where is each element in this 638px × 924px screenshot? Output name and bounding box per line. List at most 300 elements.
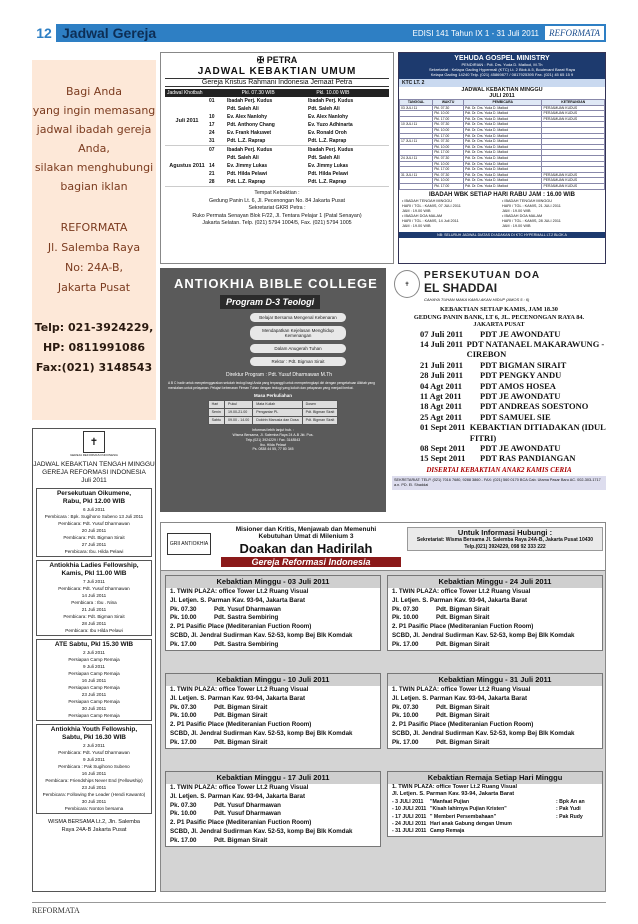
- petra-date: 07: [209, 147, 215, 153]
- service-location-line: 2. P1 Pasific Place (Mediteranian Fuction Room): [170, 623, 312, 631]
- schedule-box-line: Pembicara: Nonton bersama: [64, 806, 124, 811]
- service-location-line: SCBD, Jl. Jendral Sudirman Kav. 52-53, komp Bej Blk Komdak: [392, 631, 575, 639]
- els-preacher: PDT ANDREAS SOESTONO: [480, 401, 589, 412]
- abc-cell: Pdt. Bigman Sirait: [302, 409, 338, 417]
- section-title: Jadwal Gereja: [62, 25, 157, 41]
- petra-preacher-1000: Ev. Jimmy Lukas: [308, 163, 349, 169]
- yehuda-cell: Pkl. 10.00: [433, 111, 464, 117]
- yehuda-cell: Pdt. Dr. Drs. Yuda D. Mailool: [464, 122, 542, 128]
- yehuda-cell: 31 JULI 11: [400, 172, 433, 178]
- yehuda-cell: Pdt. Dr. Drs. Yuda D. Mailool: [464, 178, 542, 184]
- service-preacher: Pdt. Yusuf Dharmawan: [214, 810, 281, 818]
- youth-date: - 31 JULI 2011: [392, 828, 427, 835]
- petra-date: 01: [209, 98, 215, 104]
- yehuda-cell: Pkl. 07.30: [433, 139, 464, 145]
- abc-cell: Sabtu: [208, 417, 224, 425]
- els-info: [392, 306, 606, 329]
- abc-title: ANTIOKHIA BIBLE COLLEGE: [174, 276, 378, 291]
- yehuda-cell: Pdt. Dr. Drs. Yuda D. Mailool: [464, 116, 542, 122]
- ad-line: bagian iklan: [60, 180, 128, 193]
- schedule-box-heading: ATE Sabtu, Pkl 15.30 WIB: [54, 641, 134, 648]
- service-preacher: Pdt. Bigman Sirait: [436, 614, 490, 622]
- service-time: Pk. 10.00: [170, 614, 197, 622]
- petra-footer-line: Ruko Permata Senayan Blok F/22, Jl. Tentara Pelajar 1 (Patal Senayan): [192, 212, 362, 219]
- service-time-row: [166, 712, 380, 721]
- service-time-row: [166, 837, 380, 846]
- page-number: 12: [32, 24, 56, 42]
- schedule-box-line: Persiapan Camp Remaja: [68, 685, 120, 690]
- yehuda-bullet: • IBADAH TENGAH MINGGU: [402, 198, 452, 203]
- youth-date: - 17 JULI 2011: [392, 813, 427, 820]
- els-preacher: PDT JE AWONDATU: [480, 442, 561, 453]
- service-time: Pk. 17.00: [392, 738, 419, 746]
- petra-preacher-1000: Ev. Yuzo Adhinarta: [308, 122, 353, 128]
- ad-address-line: Jl. Salemba Raya: [47, 241, 141, 254]
- church-logo-text: GEREJA REFORMASI INDONESIA: [70, 453, 118, 457]
- petra-col-header: Jadwal Khotbah: [167, 90, 203, 96]
- list-item: [420, 370, 606, 380]
- schedule-box-line: 30 Juli 2011: [81, 706, 107, 711]
- service-time-row: [166, 739, 380, 748]
- petra-col-header: Pkl. 07.30 WIB: [241, 90, 275, 96]
- els-note: DISERTAI KEBAKTIAN ANAK2 KAMIS CERIA: [426, 465, 572, 474]
- yehuda-cell: Pkl. 07.30: [433, 172, 464, 178]
- page-header: [32, 24, 606, 42]
- service-card-title: Kebaktian Minggu - 10 Juli 2011: [166, 674, 380, 686]
- service-location-line: Jl. Letjen. S. Parman Kav. 93-94, Jakarta Barat: [392, 694, 528, 702]
- petra-preacher-1000: Ev. Alex Nanlohy: [308, 114, 349, 120]
- schedule-box-line: Pembicara : Bpk. Sugihono Subeno 13 Juli 2011: [44, 514, 144, 519]
- petra-preacher-0730: Ibadah Perj. Kudus: [227, 147, 273, 153]
- grii-info-title: Untuk Informasi Hubungi :: [457, 528, 553, 537]
- petra-date: 17: [209, 122, 215, 128]
- yehuda-cell: Pkl. 17.00: [433, 167, 464, 173]
- abc-cell: Senin: [208, 409, 224, 417]
- service-time-row: [388, 606, 602, 615]
- petra-preacher-0730: Pdt. L.Z. Raprap: [227, 179, 266, 185]
- abc-info-line: Ps. 0838 44 55, 77 80 345: [252, 447, 294, 452]
- petra-date: 28: [209, 179, 215, 185]
- schedule-box-line: 6 Juli 2011: [83, 507, 105, 512]
- service-time: Pk. 10.00: [392, 712, 419, 720]
- service-preacher: Pdt. Yusuf Dharmawan: [214, 605, 281, 613]
- ad-phone: Telp: 021-3924229,: [34, 321, 154, 334]
- petra-row: [209, 137, 389, 145]
- service-preacher: Pdt. Bigman Sirait: [214, 703, 268, 711]
- service-time: Pk. 07.30: [392, 605, 419, 613]
- yehuda-cell: Pkl. 10.00: [433, 178, 464, 184]
- schedule-address-line: WISMA BERSAMA Lt.2, Jln. Salemba: [47, 819, 140, 825]
- grii-mission: Misioner dan Kritis, Menjawab dan Memenuhi Kebutuhan Umat di Milenium 3: [235, 526, 377, 540]
- yehuda-bullet: JAM : 19.00 WIB: [502, 223, 531, 228]
- yehuda-col-header: WAKTU: [433, 100, 464, 106]
- abc-program: Program D-3 Teologi: [220, 295, 320, 309]
- grii-info-line: Telp.(021) 3924229, 098 92 333 222: [464, 543, 546, 550]
- yehuda-bullet: • IBADAH DOA MALAM: [402, 213, 443, 218]
- youth-date: - 3 JULI 2011: [392, 798, 424, 805]
- petra-row: [209, 146, 389, 154]
- petra-footer-line: Sekretariat GKRI Petra :: [248, 205, 306, 211]
- abc-info: [160, 428, 386, 452]
- el-shaddai-schedule: [392, 268, 606, 512]
- petra-preacher-0730: Ev. Frank Hakuwet: [227, 130, 272, 136]
- schedule-box-heading: Antiokhia Ladies Fellowship,: [49, 562, 139, 569]
- schedule-box-line: Pembicara: Pdt. Yusuf Dharmawan: [58, 750, 130, 755]
- grii-name: Gereja Reformasi Indonesia: [221, 557, 401, 567]
- list-item: [420, 443, 606, 453]
- schedule-box-line: 23 Juli 2011: [81, 692, 107, 697]
- ad-address-line: Jakarta Pusat: [57, 281, 131, 294]
- schedule-box-line: 30 Juli 2011: [81, 799, 107, 804]
- service-card: [387, 575, 603, 651]
- petra-row: [209, 113, 389, 121]
- schedule-box: [36, 560, 152, 636]
- ad-address-line: REFORMATA: [60, 221, 128, 234]
- yehuda-cell: PERJAMUAN KUDUS: [542, 183, 605, 189]
- service-time: Pk. 10.00: [170, 810, 197, 818]
- schedule-box-heading: Persekutuan Oikumene,: [56, 490, 132, 497]
- youth-topic: Hari anak Gabung dengan Umum: [430, 821, 512, 828]
- list-item: [420, 329, 606, 339]
- ad-address-line: No: 24A-B,: [64, 261, 124, 274]
- service-location-line: 1. TWIN PLAZA: office Tower Lt.2 Ruang Visual: [392, 686, 531, 693]
- yehuda-cell: Pkl. 17.00: [433, 116, 464, 122]
- schedule-box-line: Pembicara: Pdt. Bigman Sirait: [63, 614, 125, 619]
- petra-date: 10: [209, 114, 215, 120]
- petra-date: [209, 105, 227, 113]
- service-location-line: 1. TWIN PLAZA: office Tower Lt.2 Ruang Visual: [170, 686, 309, 693]
- grii-logo: GRII ANTIOKHIA: [167, 533, 211, 555]
- petra-subtitle: Gereja Kristus Rahmani Indonesia Jemaat Petra: [165, 78, 389, 87]
- service-time: Pk. 17.00: [170, 640, 197, 648]
- youth-speaker: : Pak Yudi: [556, 806, 581, 813]
- yehuda-cell: Pdt. Dr. Drs. Yuda D. Mailool: [464, 155, 542, 161]
- schedule-box-line: Pembicara : Ibu . Nina: [71, 600, 117, 605]
- abc-masa: Masa Perkuliahan: [253, 393, 293, 399]
- els-date: 28 Juli 2011: [420, 370, 463, 381]
- yehuda-cell: Pdt. Dr. Drs. Yuda D. Mailool: [464, 183, 542, 189]
- abc-col-header: Pukul: [225, 401, 253, 409]
- petra-preacher-1000: Ibadah Perj. Kudus: [308, 147, 354, 153]
- service-time-row: [388, 712, 602, 721]
- grii-schedule: [160, 522, 606, 892]
- midweek-schedule: [32, 428, 156, 892]
- youth-speaker: [556, 821, 602, 828]
- service-location-line: SCBD, Jl. Jendral Sudirman Kav. 52-53, komp Bej Blk Komdak: [392, 729, 575, 737]
- schedule-box-line: Pembicara: Pdt. Bigman Sirait: [63, 535, 125, 540]
- schedule-address-line: Raya 24A-B Jakarta Pusat: [61, 827, 127, 833]
- els-preacher: PDT SAMUEL SIE: [480, 411, 551, 422]
- service-card: [387, 673, 603, 749]
- petra-preacher-0730: Ibadah Perj. Kudus: [227, 98, 273, 104]
- service-time: Pk. 17.00: [392, 640, 419, 648]
- schedule-box-line: Pembicara: Ibu Hilda Pelawi: [65, 628, 123, 633]
- ad-address: [32, 218, 156, 298]
- yehuda-cell: 17 JULI 11: [400, 139, 433, 145]
- table-row: [400, 183, 605, 189]
- yehuda-cell: Pdt. Dr. Drs. Yuda D. Mailool: [464, 150, 542, 156]
- els-date: 21 Juli 2011: [420, 359, 463, 370]
- schedule-title-line: GEREJA REFORMASI INDONESIA: [42, 469, 146, 476]
- schedule-box-line: Pembicara: Ibu. Hilda Pelawi: [64, 549, 124, 554]
- list-item: [420, 422, 606, 443]
- yehuda-header: [399, 53, 605, 79]
- schedule-box-line: 14 Juli 2011: [81, 593, 107, 598]
- schedule-box-line: Pembicara : Pak Sugihono Subeno: [58, 764, 130, 769]
- schedule-box-line: 2 Juli 2011: [83, 743, 105, 748]
- els-date: 04 Agt 2011: [420, 380, 463, 391]
- youth-row: [388, 806, 602, 813]
- els-date: 25 Agt 2011: [420, 411, 463, 422]
- schedule-box-heading: Kamis, Pkl 11.00 WIB: [61, 570, 127, 577]
- service-time: Pk. 07.30: [170, 605, 197, 613]
- yehuda-info: PENDIRIAN : Pdt. Drs. Yuda D. Mailool, M.Th: [461, 62, 543, 67]
- petra-row: [209, 97, 389, 105]
- els-preacher: PDT JE AWONDATU: [480, 328, 561, 339]
- service-location-line: 1. TWIN PLAZA: office Tower Lt.2 Ruang Visual: [392, 588, 531, 595]
- els-verse: CAHAYA TUHAN MAKA KAMU AKAN HIDUP (AMOS 5 : 6): [424, 297, 530, 302]
- yehuda-col-header: KETERANGAN: [542, 100, 605, 106]
- abc-cell: 19.00-21.00: [225, 409, 253, 417]
- els-preacher: PDT BIGMAN SIRAIT: [480, 359, 567, 370]
- list-item: [420, 339, 606, 360]
- abc-description: A B C hadir untuk menyelenggarakan sekolah teologi bagi Anda yang terpanggil untuk memperlengkapi diri dengan pengetahuan Alkitab yang mendalam untuk pelayanan. Pelajari kebenaran Firman Tuhan dengan teologi yang kokoh dan pelayanan yang menjadi berkat.: [168, 381, 375, 390]
- els-preacher: PDT AMOS HOSEA: [480, 380, 556, 391]
- schedule-box-line: 9 Juli 2011: [83, 664, 105, 669]
- petra-date: 21: [209, 171, 215, 177]
- els-preacher: PDT NATANAEL MAKARAWUNG - CIREBON: [466, 338, 605, 360]
- els-secretariat: SEKRETARIAT: TELP. (021) 7016 7680, 9288 3860 - FAX: (021) 560 0170 BCA Cab. Utama Pasar Baru AC. 002-303-1717 a.n. PD. El. Shaddai: [392, 476, 606, 490]
- ad-line: yang ingin memasang: [32, 104, 156, 117]
- abc-info-line: Telp.(021) 3924229 / Fax. 3148543: [245, 437, 301, 442]
- yehuda-cell: PERJAMUAN KUDUS: [542, 105, 605, 111]
- grii-info-line: Sekretariat: Wisma Bersama Jl. Salemba Raya 24A-B, Jakarta Pusat 10430: [416, 537, 594, 543]
- els-info-line: GEDUNG PANIN BANK, LT 6, JL. PECENONGAN RAYA 84.: [413, 313, 585, 321]
- schedule-box-line: Persiapan Camp Remaja: [68, 657, 120, 662]
- els-info-line: KEBAKTIAN SETIAP KAMIS, JAM 18.30: [440, 306, 558, 313]
- ad-phone: Fax:(021) 3148543: [35, 361, 153, 374]
- schedule-box-heading: Rabu, Pkl 12.00 WIB: [62, 498, 126, 505]
- els-date: 11 Agt 2011: [420, 390, 462, 401]
- yehuda-caption: [399, 87, 605, 99]
- yehuda-cell: Pkl. 07.30: [433, 155, 464, 161]
- youth-topic: "Kisah lahirnya Pujian Kristen": [430, 806, 507, 813]
- els-date: 15 Sept 2011: [420, 453, 466, 464]
- youth-row: [388, 814, 602, 821]
- youth-date: - 10 JULI 2011: [392, 806, 427, 813]
- abc-pill: Rektor : Pdt. Bigman Sirait: [250, 357, 346, 366]
- yehuda-cell: Pkl. 10.00: [433, 127, 464, 133]
- list-item: [420, 381, 606, 391]
- service-time-row: [388, 614, 602, 623]
- service-time-row: [166, 704, 380, 713]
- yehuda-caption-line: JULI 2011: [489, 93, 515, 99]
- yehuda-cell: Pkl. 10.00: [433, 161, 464, 167]
- petra-schedule: [160, 52, 394, 264]
- service-time-row: [166, 641, 380, 650]
- schedule-box-line: 23 Juli 2011: [81, 785, 107, 790]
- service-preacher: Pdt. Bigman Sirait: [214, 712, 268, 720]
- yehuda-cell: [400, 183, 433, 189]
- youth-topic: Camp Remaja: [430, 828, 465, 835]
- youth-topic: " Memberi Persembahaan": [430, 813, 497, 820]
- els-date: 14 Juli 2011: [420, 338, 463, 349]
- schedule-box-heading: Sabtu, Pkl 16.30 WIB: [62, 734, 126, 741]
- ad-phones: [32, 318, 156, 378]
- service-location-line: 1. TWIN PLAZA: office Tower Lt.2 Ruang Visual: [170, 588, 309, 595]
- abc-table: [208, 400, 339, 425]
- youth-speaker: : Pak Rudy: [556, 813, 583, 820]
- schedule-box-line: 21 Juli 2011: [81, 607, 107, 612]
- yehuda-caption-line: JADWAL KEBAKTIAN MINGGU: [461, 87, 543, 93]
- service-card-title: Kebaktian Minggu - 17 Juli 2011: [166, 772, 380, 784]
- yehuda-cell: PERJAMUAN KUDUS: [542, 116, 605, 122]
- abc-info-line: Wisma Bersama, Jl. Salemba Raya 24 A-B Jkt. Pus.: [232, 432, 314, 437]
- schedule-box-line: 20 Juli 2011: [81, 528, 107, 533]
- yehuda-cell: Pkl. 17.00: [433, 183, 464, 189]
- schedule-box-line: 28 Juli 2011: [81, 621, 107, 626]
- yehuda-bullet: HARI / TGL : KAMIS, 28 JULI 2011: [502, 218, 561, 223]
- schedule-box-line: 7 Juli 2011: [83, 579, 105, 584]
- abc-cell: Pdt. Bigman Sirait: [302, 417, 338, 425]
- petra-col-header: Pkl. 10.00 WIB: [316, 90, 350, 96]
- schedule-box: [36, 488, 152, 557]
- schedule-box-line: 16 Juli 2011: [81, 678, 107, 683]
- abc-cell: Doktrin Manusia dan Dosa: [253, 417, 302, 425]
- schedule-box-line: Pembicara: Friendships Never End (Fellowship): [45, 778, 143, 783]
- list-item: [420, 360, 606, 370]
- petra-preacher-1000: Pdt. L.Z. Raprap: [308, 179, 347, 185]
- service-preacher: Pdt. Yusuf Dharmawan: [214, 801, 281, 809]
- youth-date: - 24 JULI 2011: [392, 821, 427, 828]
- petra-row: [209, 121, 389, 129]
- grii-header: [161, 523, 605, 571]
- els-preacher: PDT PENGKY ANDU: [480, 370, 562, 381]
- bible-college-ad: [160, 268, 386, 512]
- abc-cell: Pengantar PL: [253, 409, 302, 417]
- yehuda-bullet: • IBADAH DOA MALAM: [502, 213, 543, 218]
- yehuda-ktc: KTC LT. 2: [399, 79, 605, 87]
- yehuda-cell: Pkl. 07.30: [433, 122, 464, 128]
- ad-line: Anda,: [78, 142, 110, 155]
- service-card-title: Kebaktian Minggu - 31 Juli 2011: [388, 674, 602, 686]
- youth-card-line: Jl. Letjen. S. Parman Kav. 93-94, Jakarta Barat: [392, 791, 515, 798]
- schedule-box-line: Pembicara: Following the Leader (Hendi Kawanto): [42, 792, 146, 797]
- list-item: [420, 401, 606, 411]
- petra-row: [209, 170, 389, 178]
- schedule-box-line: 27 Juli 2011: [81, 542, 107, 547]
- yehuda-cell: Pdt. Dr. Drs. Yuda D. Mailool: [464, 105, 542, 111]
- yehuda-cell: Pdt. Dr. Drs. Yuda D. Mailool: [464, 111, 542, 117]
- service-card: [165, 673, 381, 749]
- service-preacher: Pdt. Bigman Sirait: [436, 703, 490, 711]
- abc-info-line: Ibu. Hilda Pelawi: [259, 442, 287, 447]
- petra-date: 24: [209, 130, 215, 136]
- petra-date: [209, 154, 227, 162]
- els-info-line: JAKARTA PUSAT: [473, 321, 525, 328]
- petra-banner: JADWAL KEBAKTIAN UMUM: [197, 66, 357, 77]
- service-time-row: [388, 704, 602, 713]
- service-time-row: [166, 614, 380, 623]
- yehuda-bullet: HARI / TGL : KAMIS, 07 JULI 2011: [402, 203, 461, 208]
- service-preacher: Pdt. Bigman Sirait: [214, 738, 268, 746]
- els-preacher: KEBAKTIAN DITIADAKAN (IDUL FITRI): [469, 422, 606, 443]
- els-title: PERSEKUTUAN DOA: [424, 270, 541, 281]
- service-location-line: SCBD, Jl. Jendral Sudirman Kav. 52-53, komp Bej Blk Komdak: [170, 729, 353, 737]
- footer-divider: [32, 902, 606, 903]
- ad-phone: HP: 0811991086: [42, 341, 146, 354]
- els-date: 07 Juli 2011: [420, 328, 463, 339]
- petra-date: 14: [209, 163, 215, 169]
- church-logo-icon: ✝: [83, 431, 105, 453]
- yehuda-cell: Pkl. 17.00: [433, 133, 464, 139]
- schedule-box-line: 16 Juli 2011: [81, 771, 107, 776]
- service-location-line: 1. TWIN PLAZA: office Tower Lt.2 Ruang Visual: [170, 784, 309, 791]
- schedule-title-line: JADWAL KEBAKTIAN TENGAH MINGGU: [33, 461, 155, 468]
- abc-info-line: Informasi lebih lanjut hub. :: [252, 428, 294, 433]
- petra-preacher-1000: Pdt. Saleh Ali: [308, 155, 340, 161]
- service-preacher: Pdt. Sastra Sembiring: [214, 614, 279, 622]
- service-time-row: [166, 810, 380, 819]
- yehuda-cell: PERJAMUAN KUDUS: [542, 178, 605, 184]
- service-location-line: 2. P1 Pasific Place (Mediteranian Fuction Room): [170, 819, 312, 827]
- schedule-box-heading: Antiokhia Youth Fellowship,: [50, 726, 138, 733]
- service-time: Pk. 17.00: [170, 738, 197, 746]
- yehuda-bullet: HARI / TGL : KAMIS, 21 JULI 2011: [502, 203, 561, 208]
- petra-month-block: [165, 146, 389, 187]
- yehuda-cell: PERJAMUAN KUDUS: [542, 172, 605, 178]
- petra-month: Juli 2011: [175, 118, 199, 124]
- edition-info: EDISI 141 Tahun IX 1 - 31 Juli 2011: [412, 28, 539, 38]
- schedule-box-line: Persiapan Camp Remaja: [68, 713, 120, 718]
- service-location-line: 2. P1 Pasific Place (Mediteranian Fuction Room): [392, 623, 534, 631]
- schedule-box-line: Persiapan Camp Remaja: [68, 671, 120, 676]
- yehuda-cell: Pkl. 17.00: [433, 150, 464, 156]
- schedule-box-line: Pembicara: Pdt. Yusuf Dharmawan: [58, 586, 130, 591]
- schedule-box: [36, 639, 152, 721]
- schedule-title-line: Juli 2011: [81, 477, 107, 484]
- service-preacher: Pdt. Bigman Sirait: [436, 712, 490, 720]
- petra-row: [209, 178, 389, 186]
- yehuda-wbk: IBADAH WBK SETIAP HARI RABU JAM : 16.00 WIB: [429, 191, 575, 198]
- yehuda-bullet: JAM : 19.00 WIB: [402, 223, 431, 228]
- grii-info: [407, 527, 603, 551]
- list-item: [420, 453, 606, 463]
- petra-preacher-1000: Pdt. Hilda Pelawi: [308, 171, 349, 177]
- yehuda-table: [399, 99, 605, 190]
- abc-col-header: Mata Kuliah: [253, 401, 302, 409]
- yehuda-cell: 03 JULI 11: [400, 105, 433, 111]
- abc-pill: Dalam Anugerah Tuhan: [250, 344, 346, 353]
- youth-service-card: [387, 771, 603, 837]
- abc-col-header: Dosen: [302, 401, 338, 409]
- petra-preacher-0730: Pdt. Saleh Ali: [227, 106, 259, 112]
- ad-line: jadwal ibadah gereja: [36, 123, 152, 136]
- service-preacher: Pdt. Sastra Sembiring: [214, 640, 279, 648]
- petra-preacher-1000: Ibadah Perj. Kudus: [308, 98, 354, 104]
- service-location-line: Jl. Letjen. S. Parman Kav. 93-94, Jakarta Barat: [170, 694, 306, 702]
- youth-row: [388, 828, 602, 835]
- service-location-line: Jl. Letjen. S. Parman Kav. 93-94, Jakarta Barat: [170, 792, 306, 800]
- service-time-row: [388, 641, 602, 650]
- service-preacher: Pdt. Bigman Sirait: [436, 605, 490, 613]
- petra-footer: [161, 190, 393, 228]
- service-location-line: SCBD, Jl. Jendral Sudirman Kav. 52-53, komp Bej Blk Komdak: [170, 827, 353, 835]
- service-preacher: Pdt. Bigman Sirait: [436, 738, 490, 746]
- list-item: [420, 391, 606, 401]
- petra-month-rows: [209, 97, 389, 145]
- petra-preacher-1000: Pdt. Saleh Ali: [308, 106, 340, 112]
